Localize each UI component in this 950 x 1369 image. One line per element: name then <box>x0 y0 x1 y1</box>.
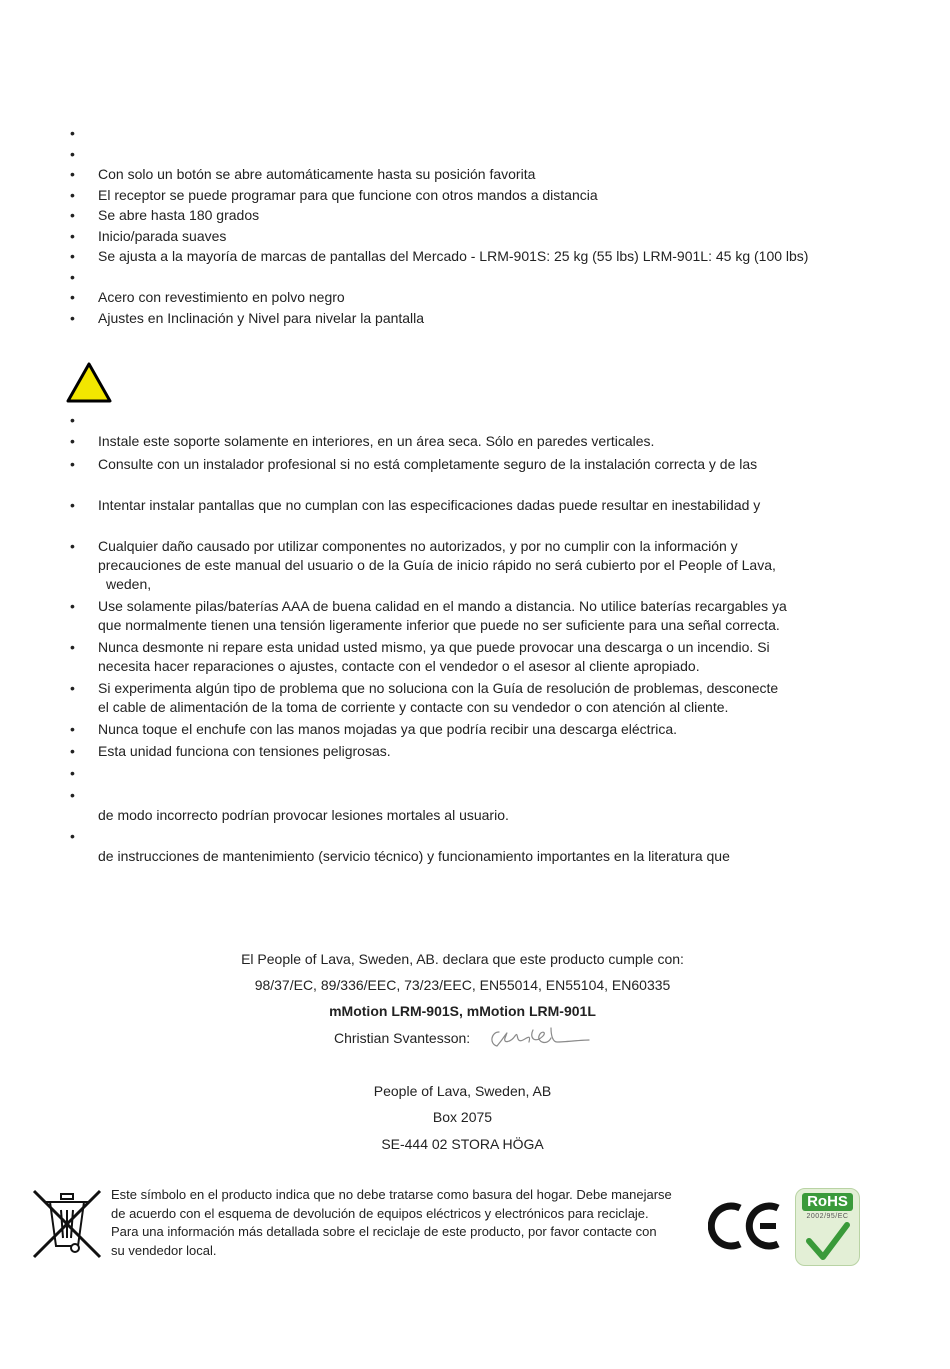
declaration-models: mMotion LRM-901S, mMotion LRM-901L <box>329 1003 596 1019</box>
signature <box>485 1024 595 1052</box>
list-item-continuation: de instrucciones de mantenimiento (servicio técnico) y funcionamiento importantes en la literatura que <box>98 848 730 864</box>
list-item-continuation: de modo incorrecto podrían provocar lesiones mortales al usuario. <box>98 807 509 823</box>
declaration-line: El People of Lava, Sweden, AB. declara que este producto cumple con: <box>241 951 684 967</box>
address-company: People of Lava, Sweden, AB <box>373 1083 552 1099</box>
rohs-badge <box>795 1188 860 1266</box>
signer-name: Christian Svantesson: <box>334 1030 471 1046</box>
ce-mark-icon <box>708 1200 784 1252</box>
address-box: Box 2075 <box>432 1109 493 1125</box>
weee-bin-icon <box>31 1188 103 1260</box>
declaration-standards: 98/37/EC, 89/336/EEC, 73/23/EEC, EN55014, EN55104, EN60335 <box>254 977 671 993</box>
warning-icon <box>65 361 113 405</box>
rohs-label: RoHS <box>802 1193 853 1211</box>
weee-notice: Este símbolo en el producto indica que no debe tratarse como basura del hogar. Debe manejarse de acuerdo con el esquema de devolución de equipos eléctricos y electrónicos para reciclaje. Para una información más detallada sobre el reciclaje de este producto, por favor contacte con su vendedor local. <box>111 1187 672 1258</box>
rohs-directive: 2002/95/EC <box>806 1213 849 1220</box>
address-city: SE-444 02 STORA HÖGA <box>381 1136 544 1152</box>
checkmark-icon <box>805 1221 851 1261</box>
